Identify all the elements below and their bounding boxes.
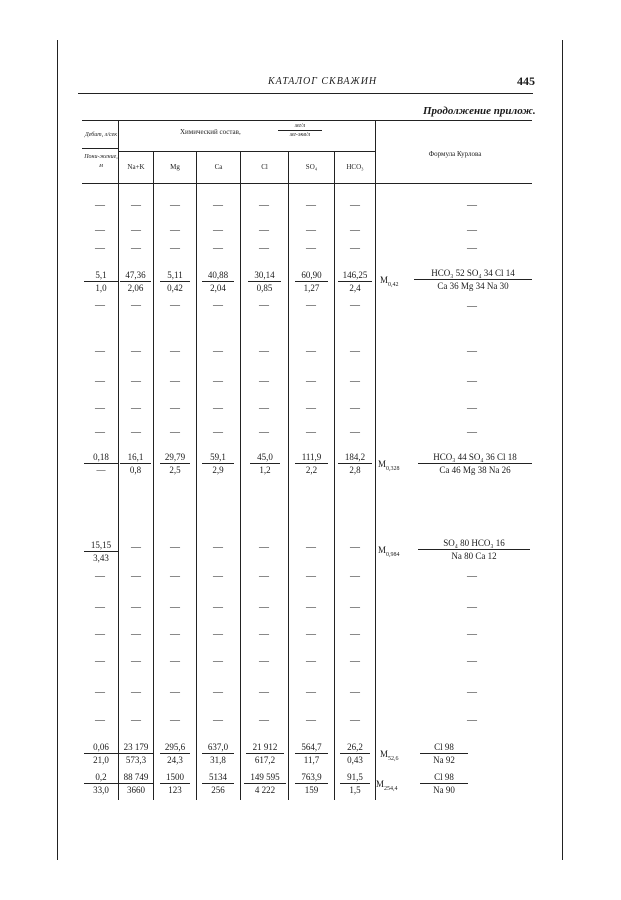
row4-cl-meq: 617,2 bbox=[254, 755, 276, 765]
row5-mg bbox=[160, 772, 190, 795]
empty-cell-dash: — bbox=[259, 243, 269, 254]
empty-cell-dash: — bbox=[259, 602, 269, 613]
empty-cell-dash: — bbox=[131, 602, 141, 613]
formula-anions: HCO₃ 44 SO₄ 36 Cl 18 bbox=[418, 452, 532, 464]
empty-cell-dash: — bbox=[131, 542, 141, 553]
row5-drawdown-value: 33,0 bbox=[93, 785, 109, 795]
empty-cell-dash: — bbox=[213, 571, 223, 582]
empty-cell-dash: — bbox=[350, 542, 360, 553]
ion-header-mg: Mg bbox=[170, 163, 180, 171]
row2-hco3-meq: 2,8 bbox=[349, 465, 361, 475]
empty-cell-dash: — bbox=[170, 427, 180, 438]
row2-ca-mg: 59,1 bbox=[202, 452, 234, 464]
mineralization: $M_{0,328}$ bbox=[378, 459, 400, 472]
row2-mg-meq: 2,5 bbox=[169, 465, 181, 475]
empty-cell-dash: — bbox=[95, 629, 105, 640]
empty-cell-dash: — bbox=[213, 300, 223, 311]
row5-nak bbox=[119, 772, 153, 795]
empty-cell-dash: — bbox=[213, 346, 223, 357]
mineralization: $M_{52,6}$ bbox=[380, 749, 399, 762]
col-divider bbox=[118, 120, 119, 800]
empty-cell-dash: — bbox=[213, 656, 223, 667]
empty-cell-dash: — bbox=[95, 225, 105, 236]
row3-debit bbox=[84, 540, 118, 563]
row5-nak-meq: 3660 bbox=[127, 785, 145, 795]
empty-cell-dash: — bbox=[131, 225, 141, 236]
empty-cell-dash: — bbox=[131, 243, 141, 254]
empty-cell-dash: — bbox=[95, 571, 105, 582]
row4-drawdown-value: 21,0 bbox=[93, 755, 109, 765]
empty-cell-dash: — bbox=[259, 542, 269, 553]
empty-cell-dash: — bbox=[306, 715, 316, 726]
empty-cell-dash: — bbox=[213, 403, 223, 414]
ion-header-ca: Ca bbox=[214, 163, 223, 171]
empty-cell-dash: — bbox=[213, 427, 223, 438]
page-number: 445 bbox=[517, 74, 535, 88]
empty-cell-dash: — bbox=[259, 403, 269, 414]
row1-nak bbox=[120, 270, 151, 293]
empty-cell-dash: — bbox=[259, 427, 269, 438]
empty-cell-dash: — bbox=[306, 300, 316, 311]
empty-cell-dash: — bbox=[131, 656, 141, 667]
row5-so4 bbox=[295, 772, 328, 795]
empty-cell-dash: — bbox=[306, 656, 316, 667]
chem-subheader-rule bbox=[118, 151, 375, 152]
debit-header bbox=[84, 130, 118, 139]
row2-cl-mg: 45,0 bbox=[250, 452, 280, 464]
empty-cell-dash: — bbox=[95, 346, 105, 357]
empty-formula-dash: — bbox=[467, 301, 477, 312]
empty-cell-dash: — bbox=[259, 571, 269, 582]
row4-cl bbox=[246, 742, 284, 765]
empty-formula-dash: — bbox=[467, 346, 477, 357]
empty-cell-dash: — bbox=[170, 200, 180, 211]
empty-cell-dash: — bbox=[170, 300, 180, 311]
empty-cell-dash: — bbox=[350, 200, 360, 211]
empty-cell-dash: — bbox=[95, 243, 105, 254]
ion-header-so4: SO₄ bbox=[305, 163, 318, 171]
row1-so4-mg: 60,90 bbox=[295, 270, 328, 282]
row4-mg-meq: 24,3 bbox=[167, 755, 183, 765]
row1-hco3-meq: 2,4 bbox=[349, 283, 361, 293]
empty-cell-dash: — bbox=[350, 656, 360, 667]
empty-cell-dash: — bbox=[170, 243, 180, 254]
empty-formula-dash: — bbox=[467, 225, 477, 236]
empty-cell-dash: — bbox=[350, 376, 360, 387]
empty-cell-dash: — bbox=[259, 300, 269, 311]
empty-cell-dash: — bbox=[259, 225, 269, 236]
debit-split-rule bbox=[82, 148, 118, 149]
formula-cations: Na 90 bbox=[433, 785, 455, 795]
empty-cell-dash: — bbox=[259, 346, 269, 357]
empty-cell-dash: — bbox=[213, 715, 223, 726]
empty-cell-dash: — bbox=[170, 602, 180, 613]
ion-header-cl: Cl bbox=[261, 163, 268, 171]
row2-debit bbox=[84, 452, 118, 475]
empty-cell-dash: — bbox=[170, 403, 180, 414]
empty-formula-dash: — bbox=[467, 715, 477, 726]
row4-ca bbox=[202, 742, 234, 765]
row2-mg bbox=[160, 452, 190, 475]
empty-cell-dash: — bbox=[213, 376, 223, 387]
row2-hco3-mg: 184,2 bbox=[338, 452, 372, 464]
empty-cell-dash: — bbox=[306, 571, 316, 582]
empty-formula-dash: — bbox=[467, 629, 477, 640]
empty-cell-dash: — bbox=[306, 376, 316, 387]
row5-cl bbox=[244, 772, 286, 795]
empty-cell-dash: — bbox=[350, 629, 360, 640]
empty-cell-dash: — bbox=[350, 403, 360, 414]
empty-cell-dash: — bbox=[170, 542, 180, 553]
row2-so4-mg: 111,9 bbox=[295, 452, 328, 464]
empty-cell-dash: — bbox=[259, 656, 269, 667]
empty-cell-dash: — bbox=[170, 225, 180, 236]
empty-cell-dash: — bbox=[350, 715, 360, 726]
empty-cell-dash: — bbox=[95, 403, 105, 414]
row3-drawdown-value: 3,43 bbox=[93, 553, 109, 563]
empty-cell-dash: — bbox=[170, 687, 180, 698]
formula-anions: SO₄ 80 HCO₃ 16 bbox=[418, 538, 530, 550]
row1-drawdown-value: 1,0 bbox=[95, 283, 107, 293]
drawdown-header bbox=[84, 152, 118, 170]
chem-header bbox=[180, 128, 350, 136]
empty-cell-dash: — bbox=[95, 300, 105, 311]
row3-debit-value: 15,15 bbox=[84, 540, 118, 552]
row2-cl-meq: 1,2 bbox=[259, 465, 271, 475]
empty-cell-dash: — bbox=[350, 225, 360, 236]
chem-unit-denominator: мг-экв/л bbox=[289, 132, 311, 138]
empty-cell-dash: — bbox=[350, 687, 360, 698]
row2-nak bbox=[120, 452, 151, 475]
empty-cell-dash: — bbox=[170, 346, 180, 357]
empty-cell-dash: — bbox=[131, 571, 141, 582]
chem-unit-numerator: мг/л bbox=[278, 122, 322, 131]
row2-cl bbox=[250, 452, 280, 475]
empty-cell-dash: — bbox=[170, 571, 180, 582]
empty-cell-dash: — bbox=[306, 629, 316, 640]
chem-header-title: Химический состав, bbox=[180, 128, 241, 136]
empty-cell-dash: — bbox=[350, 243, 360, 254]
row1-hco3 bbox=[338, 270, 372, 293]
row1-so4-meq: 1,27 bbox=[303, 283, 320, 293]
continuation-note: Продолжение прилож. bbox=[423, 105, 536, 117]
empty-cell-dash: — bbox=[306, 346, 316, 357]
formula-cations: Na 92 bbox=[433, 755, 455, 765]
row5-hco3-meq: 1,5 bbox=[349, 785, 361, 795]
row2-nak-meq: 0,8 bbox=[129, 465, 142, 475]
empty-cell-dash: — bbox=[95, 602, 105, 613]
empty-cell-dash: — bbox=[131, 376, 141, 387]
row1-ca-mg: 40,88 bbox=[202, 270, 234, 282]
empty-formula-dash: — bbox=[467, 656, 477, 667]
empty-cell-dash: — bbox=[131, 427, 141, 438]
empty-cell-dash: — bbox=[306, 542, 316, 553]
row4-so4-mg: 564,7 bbox=[295, 742, 328, 754]
empty-cell-dash: — bbox=[170, 629, 180, 640]
empty-cell-dash: — bbox=[213, 542, 223, 553]
table-top-rule bbox=[82, 120, 532, 121]
col-divider bbox=[288, 151, 289, 800]
row4-cl-mg: 21 912 bbox=[246, 742, 284, 754]
row4-so4 bbox=[295, 742, 328, 765]
empty-formula-dash: — bbox=[467, 427, 477, 438]
row5-hco3 bbox=[340, 772, 370, 795]
empty-formula-dash: — bbox=[467, 602, 477, 613]
mineralization: $M_{0,984}$ bbox=[378, 545, 400, 558]
empty-cell-dash: — bbox=[259, 376, 269, 387]
empty-cell-dash: — bbox=[131, 403, 141, 414]
row4-hco3-mg: 26,2 bbox=[340, 742, 370, 754]
row4-ca-mg: 637,0 bbox=[202, 742, 234, 754]
row2-nak-mg: 16,1 bbox=[120, 452, 151, 464]
row4-nak bbox=[119, 742, 153, 765]
row1-cl-mg: 30,14 bbox=[248, 270, 281, 282]
row1-ca bbox=[202, 270, 234, 293]
empty-cell-dash: — bbox=[259, 687, 269, 698]
row4-so4-meq: 11,7 bbox=[303, 755, 320, 765]
row2-so4-meq: 2,2 bbox=[305, 465, 318, 475]
running-header-title: КАТАЛОГ СКВАЖИН bbox=[268, 76, 378, 87]
chem-units bbox=[278, 122, 322, 139]
empty-cell-dash: — bbox=[95, 715, 105, 726]
empty-cell-dash: — bbox=[350, 602, 360, 613]
row1-mg bbox=[160, 270, 190, 293]
col-divider bbox=[240, 151, 241, 800]
row1-debit bbox=[84, 270, 118, 293]
empty-cell-dash: — bbox=[213, 225, 223, 236]
drawdown-header-label: Пони-жение, м bbox=[84, 154, 118, 169]
formula-cations: Na 80 Ca 12 bbox=[451, 551, 497, 561]
row1-nak-mg: 47,36 bbox=[120, 270, 151, 282]
formula-cations: Ca 46 Mg 38 Na 26 bbox=[439, 465, 511, 475]
empty-cell-dash: — bbox=[95, 427, 105, 438]
row2-mg-mg: 29,79 bbox=[160, 452, 190, 464]
row5-ca-meq: 256 bbox=[211, 785, 225, 795]
ion-header-nak: Na+K bbox=[127, 163, 145, 171]
empty-cell-dash: — bbox=[170, 376, 180, 387]
row5-mg-mg: 1500 bbox=[160, 772, 190, 784]
formula-anions: HCO₃ 52 SO₄ 34 Cl 14 bbox=[414, 268, 532, 280]
empty-cell-dash: — bbox=[95, 200, 105, 211]
row1-debit-value: 5,1 bbox=[84, 270, 118, 282]
formula-cations: Ca 36 Mg 34 Na 30 bbox=[437, 281, 509, 291]
row5-ca bbox=[202, 772, 234, 795]
row4-hco3-meq: 0,43 bbox=[347, 755, 363, 765]
empty-cell-dash: — bbox=[213, 602, 223, 613]
empty-formula-dash: — bbox=[467, 243, 477, 254]
right-margin-line bbox=[562, 40, 563, 860]
empty-formula-dash: — bbox=[467, 403, 477, 414]
col-divider bbox=[375, 120, 376, 800]
empty-cell-dash: — bbox=[95, 656, 105, 667]
row5-so4-mg: 763,9 bbox=[295, 772, 328, 784]
col-divider bbox=[334, 151, 335, 800]
left-margin-line bbox=[57, 40, 58, 860]
formula-anions: Cl 98 bbox=[420, 742, 468, 754]
empty-formula-dash: — bbox=[467, 200, 477, 211]
row5-mg-meq: 123 bbox=[168, 785, 182, 795]
debit-header-label: Дебит, л/сек bbox=[84, 132, 118, 138]
row4-debit-value: 0,06 bbox=[84, 742, 118, 754]
empty-formula-dash: — bbox=[467, 376, 477, 387]
empty-cell-dash: — bbox=[306, 200, 316, 211]
row4-mg-mg: 295,6 bbox=[160, 742, 190, 754]
row1-mg-meq: 0,42 bbox=[167, 283, 183, 293]
empty-formula-dash: — bbox=[467, 571, 477, 582]
mineralization: $M_{254,4}$ bbox=[376, 779, 398, 792]
empty-cell-dash: — bbox=[131, 300, 141, 311]
row4-mg bbox=[160, 742, 190, 765]
header-bottom-rule bbox=[82, 183, 532, 184]
empty-cell-dash: — bbox=[131, 629, 141, 640]
row5-nak-mg: 88 749 bbox=[119, 772, 153, 784]
row1-so4 bbox=[295, 270, 328, 293]
row4-nak-meq: 573,3 bbox=[125, 755, 147, 765]
empty-cell-dash: — bbox=[95, 376, 105, 387]
row1-cl-meq: 0,85 bbox=[256, 283, 273, 293]
ion-header-hco3: HCO₃ bbox=[346, 163, 364, 171]
empty-cell-dash: — bbox=[95, 687, 105, 698]
row5-hco3-mg: 91,5 bbox=[340, 772, 370, 784]
empty-cell-dash: — bbox=[350, 300, 360, 311]
empty-cell-dash: — bbox=[170, 656, 180, 667]
empty-cell-dash: — bbox=[306, 403, 316, 414]
col-divider bbox=[196, 151, 197, 800]
row1-nak-meq: 2,06 bbox=[127, 283, 144, 293]
row5-cl-mg: 149 595 bbox=[244, 772, 286, 784]
empty-cell-dash: — bbox=[306, 225, 316, 236]
empty-cell-dash: — bbox=[259, 200, 269, 211]
empty-cell-dash: — bbox=[350, 346, 360, 357]
row2-debit-value: 0,18 bbox=[84, 452, 118, 464]
row1-hco3-mg: 146,25 bbox=[338, 270, 372, 282]
empty-cell-dash: — bbox=[306, 243, 316, 254]
empty-cell-dash: — bbox=[259, 629, 269, 640]
mineralization: $M_{0,42}$ bbox=[380, 275, 399, 288]
row1-ca-meq: 2,04 bbox=[210, 283, 226, 293]
row5-cl-meq: 4 222 bbox=[254, 785, 276, 795]
empty-cell-dash: — bbox=[306, 602, 316, 613]
row5-debit bbox=[84, 772, 118, 795]
empty-cell-dash: — bbox=[213, 243, 223, 254]
empty-formula-dash: — bbox=[467, 687, 477, 698]
empty-cell-dash: — bbox=[213, 200, 223, 211]
row5-ca-mg: 5134 bbox=[202, 772, 234, 784]
row2-so4 bbox=[295, 452, 328, 475]
header-rule bbox=[78, 93, 533, 94]
row2-hco3 bbox=[338, 452, 372, 475]
row2-drawdown-value: — bbox=[96, 465, 106, 475]
row1-mg-mg: 5,11 bbox=[160, 270, 190, 282]
empty-cell-dash: — bbox=[350, 571, 360, 582]
empty-cell-dash: — bbox=[259, 715, 269, 726]
row5-debit-value: 0,2 bbox=[84, 772, 118, 784]
empty-cell-dash: — bbox=[131, 715, 141, 726]
row4-hco3 bbox=[340, 742, 370, 765]
row2-ca bbox=[202, 452, 234, 475]
row2-ca-meq: 2,9 bbox=[212, 465, 224, 475]
row1-cl bbox=[248, 270, 281, 293]
row4-nak-mg: 23 179 bbox=[119, 742, 153, 754]
empty-cell-dash: — bbox=[131, 687, 141, 698]
row5-so4-meq: 159 bbox=[304, 785, 319, 795]
empty-cell-dash: — bbox=[170, 715, 180, 726]
formula-anions: Cl 98 bbox=[420, 772, 468, 784]
col-divider bbox=[153, 151, 154, 800]
empty-cell-dash: — bbox=[131, 346, 141, 357]
empty-cell-dash: — bbox=[350, 427, 360, 438]
empty-cell-dash: — bbox=[306, 427, 316, 438]
empty-cell-dash: — bbox=[213, 687, 223, 698]
kurlov-header: Формула Курлова bbox=[428, 150, 482, 158]
row4-debit bbox=[84, 742, 118, 765]
row4-ca-meq: 31,8 bbox=[210, 755, 226, 765]
empty-cell-dash: — bbox=[306, 687, 316, 698]
empty-cell-dash: — bbox=[213, 629, 223, 640]
empty-cell-dash: — bbox=[131, 200, 141, 211]
